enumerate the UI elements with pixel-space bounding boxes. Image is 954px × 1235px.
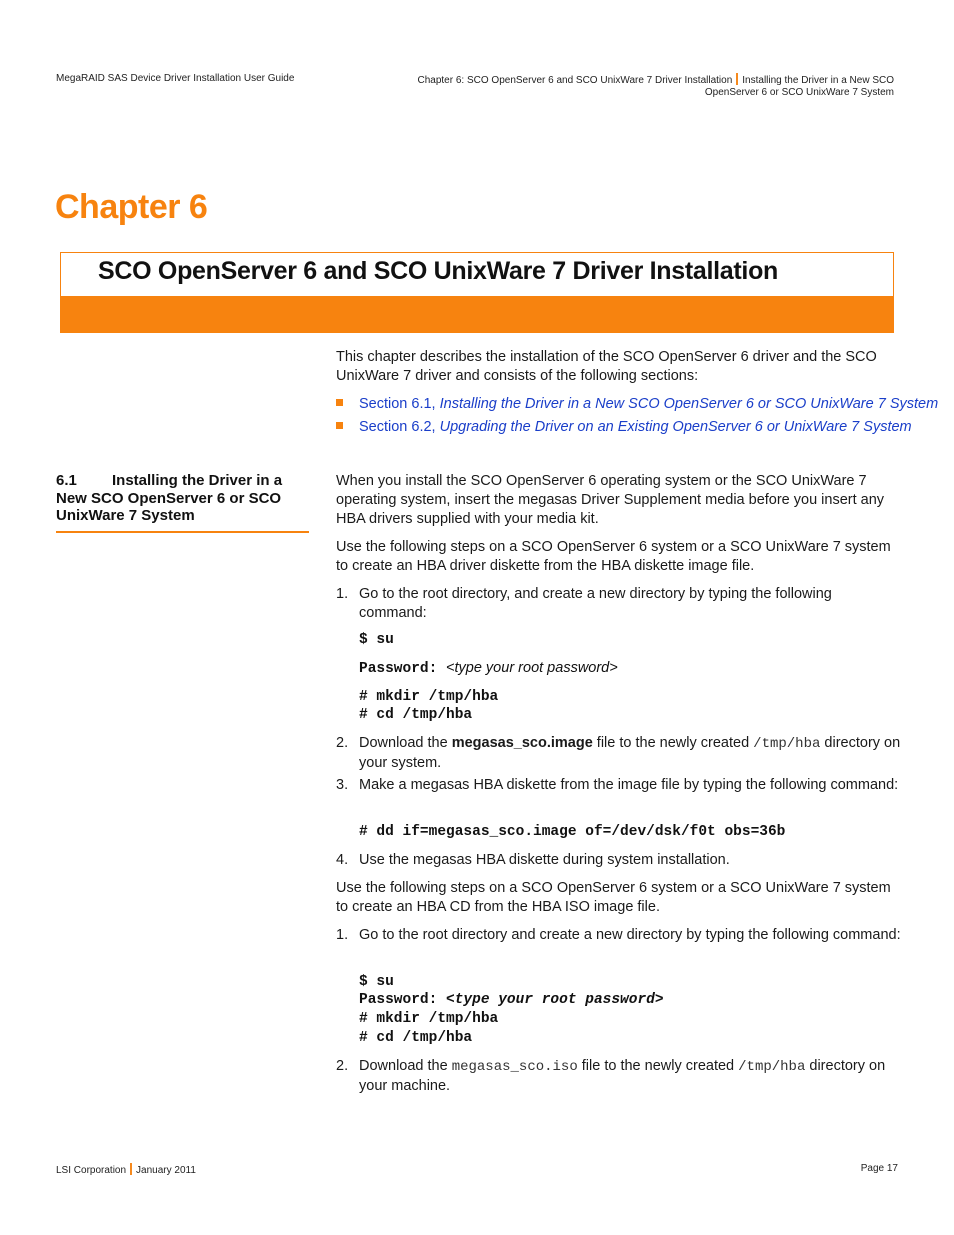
cd-code-cd: # cd /tmp/hba: [359, 1030, 473, 1046]
bullet-icon: [336, 399, 343, 406]
header-section-title: Installing the Driver in a New SCO: [742, 75, 894, 86]
section-title-line3: UnixWare 7 System: [56, 507, 195, 524]
filename-image: megasas_sco.image: [451, 735, 593, 751]
running-header-right: [374, 73, 894, 99]
section-paragraph-2: Use the following steps on a SCO OpenServer 6 system or a SCO UnixWare 7 system to create an HBA driver diskette from the HBA diskette image file.: [336, 539, 891, 574]
cd-code-mkdir: # mkdir /tmp/hba: [359, 1011, 499, 1027]
directory-path: /tmp/hba: [738, 1059, 806, 1075]
chapter-title-bar: [60, 296, 894, 333]
bullet-icon: [336, 422, 343, 429]
diskette-step-3: 3. Make a megasas HBA diskette from the image file by typing the following command:: [336, 777, 899, 793]
section-link-6-1[interactable]: Section 6.1, Installing the Driver in a New SCO OpenServer 6 or SCO UnixWare 7 System: [336, 395, 938, 414]
code-password: Password: <type your root password>: [359, 660, 618, 677]
cd-step-1: 1. Go to the root directory and create a new directory by typing the following command:: [336, 927, 901, 943]
footer-date: January 2011: [136, 1165, 196, 1176]
section-title-line2: New SCO OpenServer 6 or SCO: [56, 489, 282, 507]
section-number: 6.1: [56, 472, 77, 489]
code-dd: # dd if=megasas_sco.image of=/dev/dsk/f0t obs=36b: [359, 824, 786, 840]
header-separator: [736, 73, 738, 85]
section-heading-rule: [56, 531, 309, 533]
section-paragraph-3: Use the following steps on a SCO OpenServer 6 system or a SCO UnixWare 7 system to create an HBA CD from the HBA ISO image file.: [336, 880, 891, 915]
directory-path: /tmp/hba: [753, 736, 821, 752]
chapter-title-box: [60, 252, 894, 296]
section-title-line1: Installing the Driver in a: [112, 472, 283, 489]
footer-left: [56, 1163, 196, 1176]
code-cd: # cd /tmp/hba: [359, 707, 473, 723]
running-header-left: MegaRAID SAS Device Driver Installation User Guide: [56, 73, 295, 84]
cd-step-2: 2. Download the megasas_sco.iso file to the newly created /tmp/hba directory on your machine.: [336, 1058, 886, 1094]
filename-iso: megasas_sco.iso: [451, 1059, 578, 1075]
code-su: $ su: [359, 632, 394, 648]
header-section-title-cont: OpenServer 6 or SCO UnixWare 7 System: [704, 87, 894, 98]
footer-separator: [130, 1163, 132, 1175]
chapter-label: Chapter 6: [55, 188, 208, 226]
footer-company: LSI Corporation: [56, 1165, 127, 1176]
diskette-step-2: 2. Download the megasas_sco.image file to the newly created /tmp/hba directory on your system.: [336, 735, 901, 771]
cd-code-su: $ su: [359, 974, 394, 990]
diskette-step-1: 1. Go to the root directory, and create a new directory by typing the following command:: [336, 586, 832, 621]
header-chapter-title: Chapter 6: SCO OpenServer 6 and SCO UnixWare 7 Driver Installation: [417, 75, 733, 86]
page-number: Page 17: [860, 1163, 898, 1174]
cd-code-password: Password: <type your root password>: [359, 992, 664, 1008]
section-link-6-2[interactable]: Section 6.2, Upgrading the Driver on an Existing OpenServer 6 or UnixWare 7 System: [336, 418, 912, 437]
diskette-step-4: 4. Use the megasas HBA diskette during system installation.: [336, 852, 730, 868]
section-heading: [56, 472, 308, 525]
intro-paragraph: This chapter describes the installation of the SCO OpenServer 6 driver and the SCO UnixWare 7 driver and consists of the following sections:: [336, 349, 877, 384]
chapter-title: SCO OpenServer 6 and SCO UnixWare 7 Driver Installation: [98, 257, 779, 285]
code-mkdir: # mkdir /tmp/hba: [359, 689, 499, 705]
section-paragraph-1: When you install the SCO OpenServer 6 operating system or the SCO UnixWare 7 operating system, insert the megasas Driver Supplement media before you insert any HBA drivers supplied with your media kit.: [336, 473, 885, 527]
